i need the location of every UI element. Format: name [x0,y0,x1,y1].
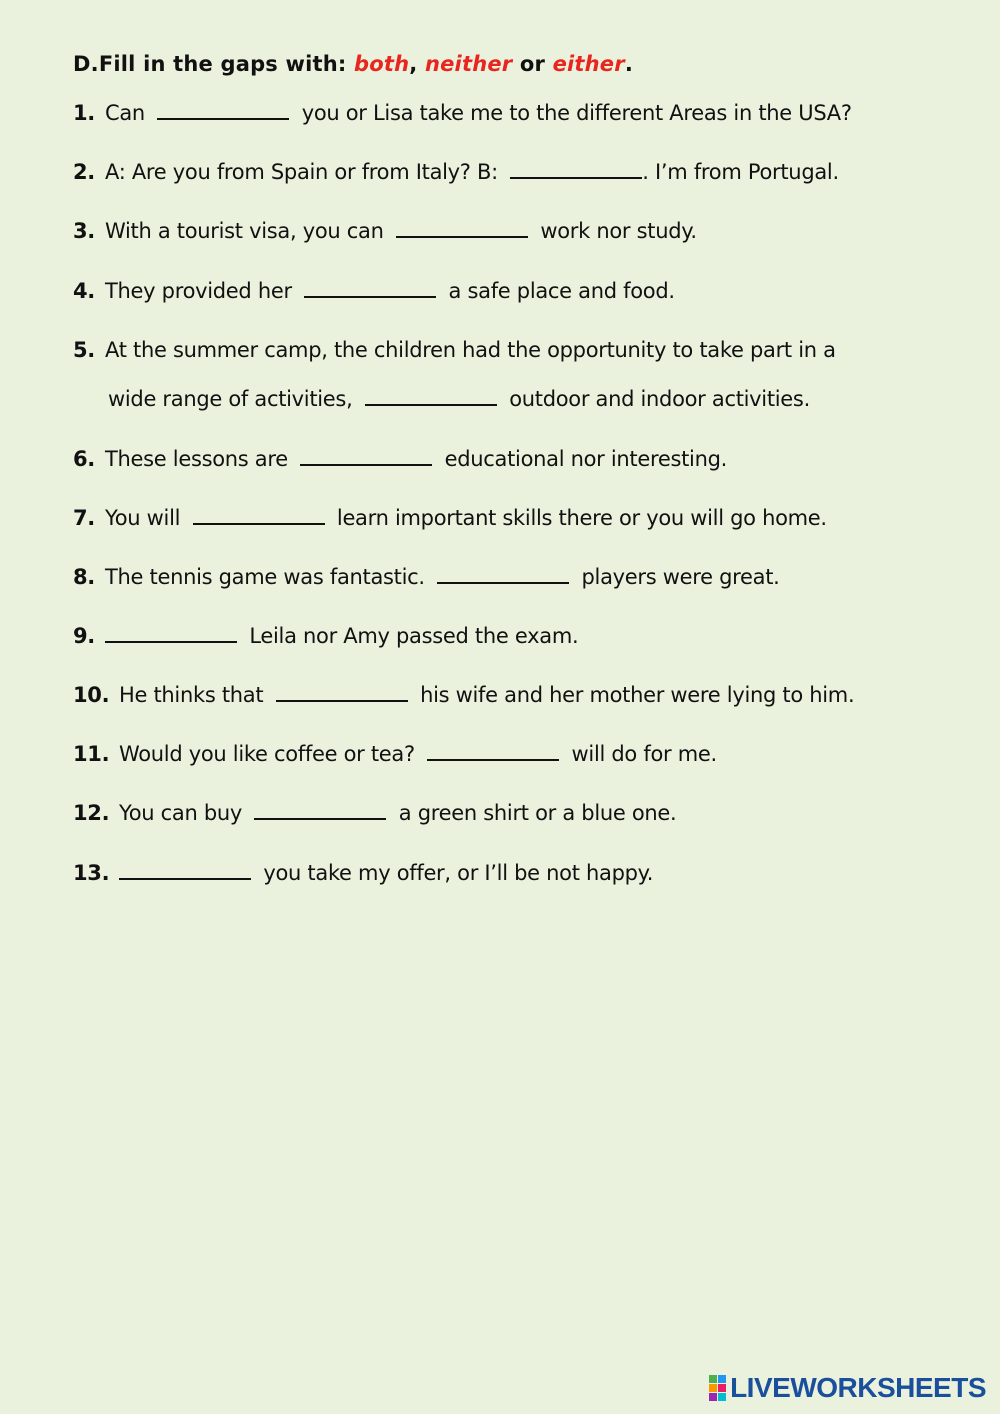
question-text-before: You can buy [119,801,249,825]
answer-gap-12[interactable] [254,800,386,820]
answer-gap-3[interactable] [396,218,528,238]
answer-gap-4[interactable] [304,278,436,298]
question-5 [73,337,836,363]
question-text-after: outdoor and indoor activities. [502,387,810,411]
question-number: 4. [73,279,95,303]
question-text-before: With a tourist visa, you can [105,219,390,243]
question-number: 9. [73,624,95,648]
question-number: 1. [73,101,95,125]
question-text-after: learn important skills there or you will go home. [330,506,827,530]
answer-gap-8[interactable] [437,564,569,584]
question-11 [73,741,717,767]
question-text-after: educational nor interesting. [438,447,727,471]
question-text-after: you or Lisa take me to the different Areas in the USA? [295,101,852,125]
question-number: 5. [73,338,95,362]
question-text-after: Leila nor Amy passed the exam. [243,624,579,648]
section-label: D. [73,52,99,76]
question-text-before: You will [105,506,187,530]
question-text-after: you take my offer, or I’ll be not happy. [257,861,654,885]
heading-period: . [624,52,633,76]
question-text-before: At the summer camp, the children had the opportunity to take part in a [105,338,836,362]
question-2 [73,159,839,185]
question-number: 12. [73,801,110,825]
answer-gap-9[interactable] [105,623,237,643]
question-text-before: He thinks that [119,683,270,707]
question-12 [73,800,676,826]
liveworksheets-logo-icon [709,1375,726,1401]
question-text-before: wide range of activities, [108,387,359,411]
question-4 [73,278,675,304]
question-5-continued [108,386,810,412]
answer-gap-2[interactable] [510,159,642,179]
keyword-both: both [354,52,410,76]
question-number: 13. [73,861,110,885]
question-number: 2. [73,160,95,184]
question-text-after: players were great. [575,565,780,589]
question-number: 7. [73,506,95,530]
question-3 [73,218,697,244]
answer-gap-7[interactable] [193,505,325,525]
heading-comma: , [409,52,418,76]
instructions-heading [73,52,633,76]
question-text-before: Would you like coffee or tea? [119,742,422,766]
question-7 [73,505,827,531]
question-13 [73,860,653,886]
question-text-after: work nor study. [534,219,697,243]
keyword-neither: neither [424,52,513,76]
question-text-before: Can [105,101,152,125]
question-6 [73,446,727,472]
question-text-before: A: Are you from Spain or from Italy? B: [105,160,505,184]
question-text-after: his wife and her mother were lying to him. [413,683,855,707]
question-1 [73,100,852,126]
answer-gap-6[interactable] [300,446,432,466]
question-number: 10. [73,683,110,707]
question-text-after: a safe place and food. [442,279,675,303]
liveworksheets-logo [709,1372,986,1404]
answer-gap-1[interactable] [157,100,289,120]
question-number: 6. [73,447,95,471]
question-text-after: a green shirt or a blue one. [392,801,677,825]
question-8 [73,564,780,590]
heading-or: or [519,52,546,76]
answer-gap-13[interactable] [119,860,251,880]
logo-text: LIVEWORKSHEETS [730,1372,986,1403]
heading-prefix: Fill in the gaps with: [98,52,347,76]
answer-gap-5[interactable] [365,386,497,406]
question-text-before: These lessons are [105,447,295,471]
question-number: 8. [73,565,95,589]
question-10 [73,682,854,708]
question-number: 3. [73,219,95,243]
question-9 [73,623,578,649]
keyword-either: either [552,52,625,76]
question-text-before: The tennis game was fantastic. [105,565,432,589]
answer-gap-10[interactable] [276,682,408,702]
question-number: 11. [73,742,110,766]
question-text-after: will do for me. [565,742,717,766]
answer-gap-11[interactable] [427,741,559,761]
question-text-after: . I’m from Portugal. [642,160,839,184]
question-text-before: They provided her [105,279,299,303]
